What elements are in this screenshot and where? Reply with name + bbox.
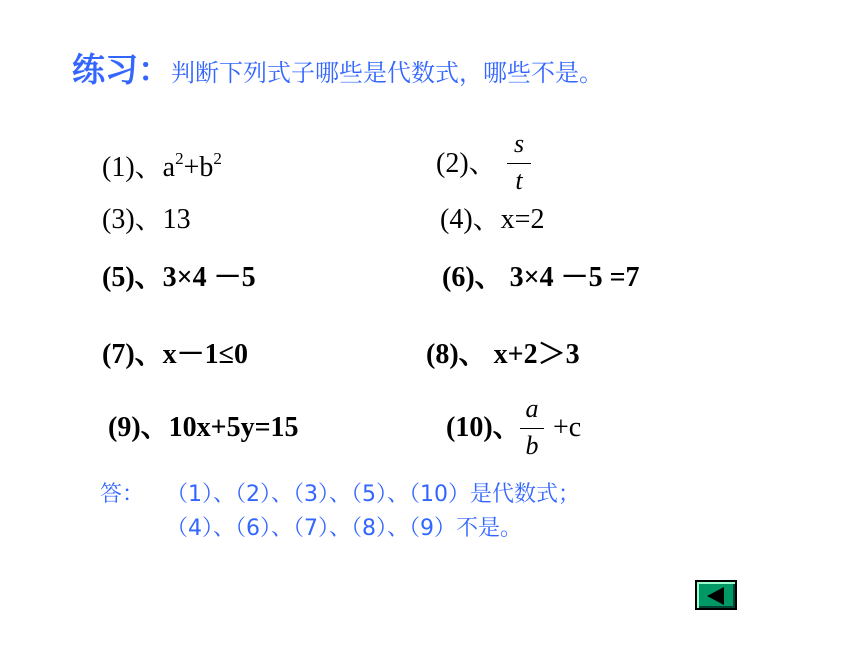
fraction-bar: [507, 163, 531, 164]
answer-line-1: （1）、（2）、（3）、（5）、（10）是代数式；: [166, 482, 580, 507]
exercise-heading: [72, 44, 603, 91]
expression-2-label: (2)、: [436, 148, 497, 179]
back-arrow-icon: [707, 587, 724, 605]
fraction-bar: [520, 428, 544, 429]
expression-2-fraction: [507, 131, 531, 194]
fraction-denominator: b: [525, 431, 539, 460]
expression-1-base: (1)、a: [102, 152, 176, 183]
fraction-denominator: t: [515, 166, 523, 195]
expression-6: (6)、 3×4 －5 =7: [442, 262, 640, 293]
expression-1-exponent-a: 2: [175, 149, 184, 168]
expression-1-exponent-b: 2: [213, 149, 222, 168]
expression-1-middle: +b: [183, 152, 214, 183]
expression-4: (4)、x=2: [440, 204, 545, 235]
answer-line-2: （4）、（6）、（7）、（8）、（9）不是。: [166, 516, 522, 541]
expression-5: (5)、3×4 －5: [102, 262, 256, 293]
expression-9: (9)、10x+5y=15: [108, 412, 299, 443]
expression-10-tail: +c: [553, 412, 582, 443]
expression-10-fraction: [520, 396, 544, 459]
expression-8: (8)、 x+2＞3: [426, 339, 580, 370]
exercise-title: 练习：: [72, 50, 171, 89]
fraction-numerator: a: [525, 394, 539, 423]
expression-10-label: (10)、: [446, 412, 521, 443]
exercise-instruction: 判断下列式子哪些是代数式，哪些不是。: [171, 59, 603, 87]
expression-3: (3)、13: [102, 204, 191, 235]
fraction-numerator: s: [513, 129, 525, 158]
back-button[interactable]: [695, 580, 737, 610]
expression-1: [102, 150, 222, 182]
answer-label: 答：: [100, 482, 145, 507]
expression-7: (7)、x－1≤0: [102, 339, 249, 370]
